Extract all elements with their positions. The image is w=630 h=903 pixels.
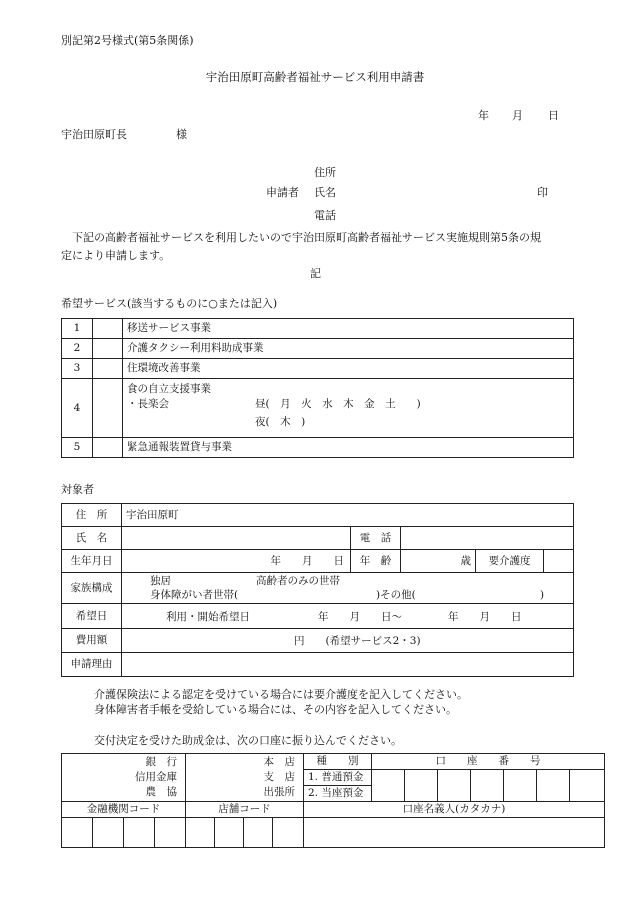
account-digit[interactable] [471, 770, 504, 802]
subject-table [61, 503, 574, 677]
service-checkbox[interactable] [93, 438, 123, 458]
branch-code-digit[interactable] [215, 818, 244, 848]
institution-code-digit[interactable] [124, 818, 155, 848]
family-option-disabled[interactable]: 身体障がい者世帯( [150, 589, 239, 601]
seal-mark: 印 [537, 186, 548, 199]
services-heading: 希望サービス(該当するものに○または記入) [61, 297, 278, 310]
desired-start-label: 利用・開始希望日 [166, 611, 250, 623]
branch-type-cell[interactable] [186, 754, 304, 802]
name-field[interactable] [122, 527, 351, 550]
date-day: 日 [548, 109, 559, 122]
phone-field[interactable] [401, 527, 574, 550]
institution-code-digit[interactable] [93, 818, 124, 848]
desired-date-label: 希望日 [62, 604, 122, 629]
dob-field[interactable]: 年 月 日 [122, 550, 351, 573]
applicant-address-label: 住所 [314, 166, 336, 179]
service-number: 1 [62, 319, 93, 339]
service-sub: ・長楽会 [127, 398, 169, 410]
family-option-alone[interactable]: 独居 [150, 575, 171, 587]
ki-mark: 記 [310, 267, 321, 280]
reason-label: 申請理由 [62, 653, 122, 677]
meal-night-options[interactable]: 夜( 木 ) [255, 416, 306, 428]
cost-value: 円 (希望サービス2・3) [294, 635, 421, 647]
cost-field[interactable] [122, 629, 574, 653]
bank-table [61, 753, 605, 848]
account-holder-field[interactable] [304, 818, 605, 848]
branch-code-digit[interactable] [186, 818, 215, 848]
meal-day-options[interactable]: 昼( 月 火 水 木 金 土 ) [255, 398, 421, 410]
desired-date-field[interactable] [122, 604, 574, 629]
note-disability: 身体障害者手帳を受給している場合には、その内容を記入してください。 [94, 703, 457, 716]
service-checkbox[interactable] [93, 319, 123, 339]
account-digit[interactable] [372, 770, 405, 802]
service-checkbox[interactable] [93, 359, 123, 379]
service-row [62, 379, 574, 438]
institution-code-digit[interactable] [62, 818, 93, 848]
account-type-current[interactable]: 2. 当座預金 [304, 786, 372, 802]
applicant-role-label: 申請者 [266, 186, 299, 199]
transfer-instruction: 交付決定を受けた助成金は、次の口座に振り込んでください。 [94, 734, 402, 747]
service-name: 緊急通報装置貸与事業 [123, 438, 574, 458]
age-field[interactable]: 歳 [401, 550, 476, 573]
account-digit[interactable] [537, 770, 570, 802]
service-checkbox[interactable] [93, 339, 123, 359]
nokyo-label: 農 協 [145, 786, 177, 798]
service-row [62, 438, 574, 458]
service-row [62, 319, 574, 339]
body-text-line2: 定により申請します。 [61, 249, 171, 262]
service-name: 介護タクシー利用料助成事業 [123, 339, 574, 359]
shinkin-label: 信用金庫 [135, 771, 177, 783]
branch-code-label: 店舗コード [186, 802, 304, 818]
body-text-line1: 下記の高齢者福祉サービスを利用したいので宇治田原町高齢者福祉サービス実施規則第5条の規 [72, 231, 541, 244]
service-name-meal [123, 379, 574, 438]
phone-label: 電 話 [351, 527, 401, 550]
dob-label: 生年月日 [62, 550, 122, 573]
family-label: 家族構成 [62, 573, 122, 604]
account-digit[interactable] [405, 770, 438, 802]
service-row [62, 359, 574, 379]
care-level-field[interactable] [544, 550, 574, 573]
age-label: 年 齢 [351, 550, 401, 573]
service-number: 5 [62, 438, 93, 458]
addressee-name: 宇治田原町長 [61, 128, 127, 141]
address-label: 住 所 [62, 504, 122, 527]
addressee-honorific: 様 [176, 128, 187, 141]
service-name: 食の自立支援事業 [127, 383, 211, 395]
services-table [61, 318, 574, 458]
address-field[interactable]: 宇治田原町 [122, 504, 574, 527]
service-name: 移送サービス事業 [123, 319, 574, 339]
service-number: 3 [62, 359, 93, 379]
service-number: 4 [62, 379, 93, 438]
branch-code-digit[interactable] [244, 818, 273, 848]
honten-label: 本 店 [263, 756, 295, 768]
account-type-label: 種 別 [304, 754, 372, 770]
bank-label: 銀 行 [145, 756, 177, 768]
institution-code-label: 金融機関コード [62, 802, 186, 818]
shutchojo-label: 出張所 [263, 786, 295, 798]
applicant-name-label: 氏名 [314, 186, 336, 199]
account-type-ordinary[interactable]: 1. 普通預金 [304, 770, 372, 786]
reason-field[interactable] [122, 653, 574, 677]
form-number: 別記第2号様式(第5条関係) [61, 34, 194, 47]
subject-heading: 対象者 [61, 483, 94, 496]
service-number: 2 [62, 339, 93, 359]
date-month: 月 [512, 109, 523, 122]
account-digit[interactable] [570, 770, 605, 802]
account-number-label: 口 座 番 号 [372, 754, 605, 770]
service-checkbox[interactable] [93, 379, 123, 438]
shiten-label: 支 店 [263, 771, 295, 783]
service-row [62, 339, 574, 359]
desired-date-to[interactable]: 年 月 日 [448, 611, 522, 623]
document-title: 宇治田原町高齢者福祉サービス利用申請書 [205, 70, 425, 84]
account-digit[interactable] [438, 770, 471, 802]
cost-label: 費用額 [62, 629, 122, 653]
care-level-label: 要介護度 [476, 550, 544, 573]
family-field[interactable] [122, 573, 574, 604]
name-label: 氏 名 [62, 527, 122, 550]
applicant-phone-label: 電話 [314, 209, 336, 222]
family-option-other[interactable]: )その他( [376, 589, 416, 601]
date-year: 年 [478, 109, 489, 122]
branch-code-digit[interactable] [273, 818, 304, 848]
service-name: 住環境改善事業 [123, 359, 574, 379]
desired-date-from[interactable]: 年 月 日〜 [318, 611, 402, 623]
institution-code-digit[interactable] [155, 818, 186, 848]
note-care-level: 介護保険法による認定を受けている場合には要介護度を記入してください。 [94, 688, 468, 701]
family-option-elderly-only[interactable]: 高齢者のみの世帯 [256, 575, 340, 587]
account-holder-label: 口座名義人(カタカナ) [304, 802, 605, 818]
bank-type-cell[interactable] [62, 754, 186, 802]
account-digit[interactable] [504, 770, 537, 802]
family-other-close: ) [540, 589, 545, 601]
